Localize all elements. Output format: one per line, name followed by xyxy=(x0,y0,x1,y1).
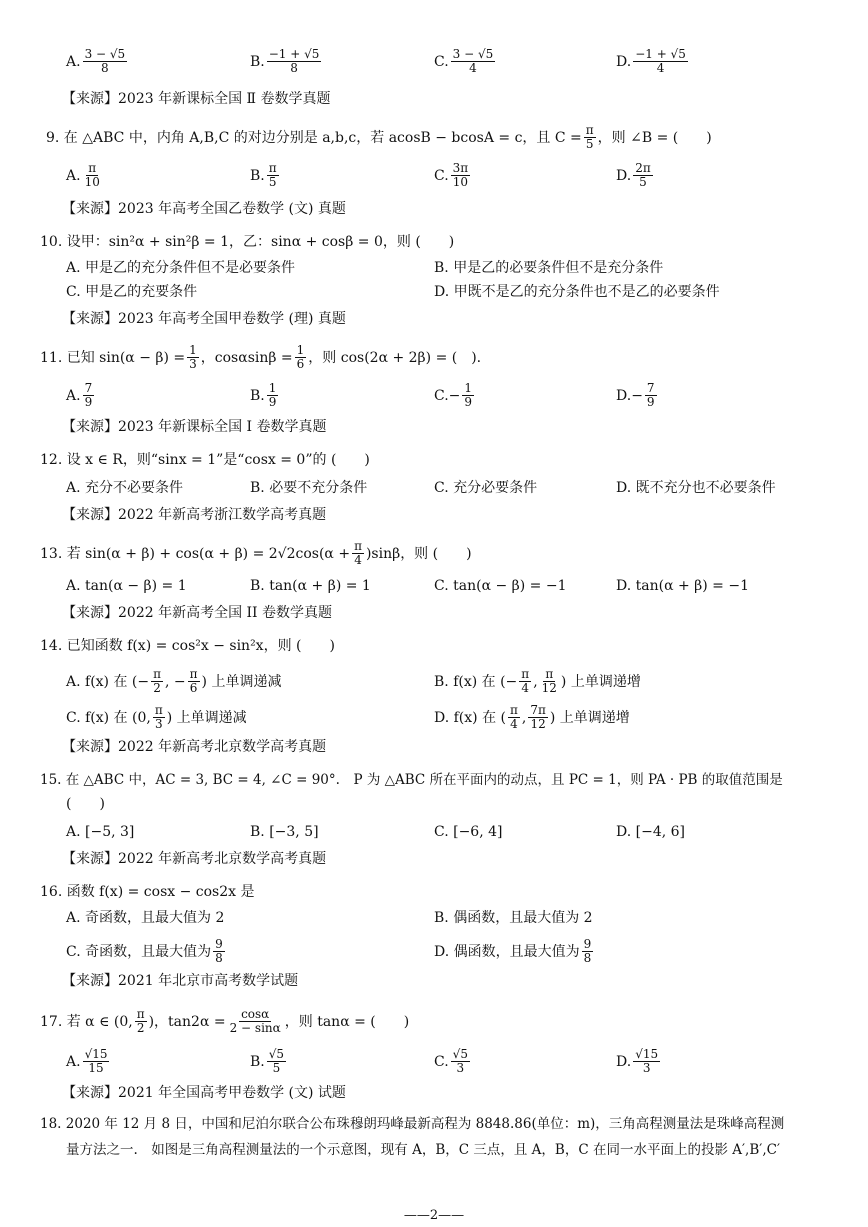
q14-stem: 14. 已知函数 f(x) = cos²x − sin²x，则 ( ) xyxy=(40,638,335,654)
q13-option-a[interactable]: A. tan(α − β) = 1 xyxy=(66,578,187,594)
q11-option-b[interactable]: B. $\frac{1}{9}$ xyxy=(250,381,277,409)
q8-option-a[interactable]: A. $\frac{3 - √5}{8}$ xyxy=(66,47,126,75)
q13-stem: 13. 若 sin(α + β) + cos(α + β) = 2√2cos(α + $\frac{\pi}{4}$ )sinβ，则 ( ) xyxy=(40,539,472,567)
q17-source: 【来源】2021 年全国高考甲卷数学 (文) 试题 xyxy=(62,1085,346,1101)
q9-option-d[interactable]: D. $\frac{2\pi}{5}$ xyxy=(616,161,651,189)
q13-source: 【来源】2022 年新高考全国 II 卷数学真题 xyxy=(62,605,333,621)
q15-option-b[interactable]: B. [−3, 5] xyxy=(250,824,319,840)
q10-option-c[interactable]: C. 甲是乙的充要条件 xyxy=(66,284,198,300)
q12-option-a[interactable]: A. 充分不必要条件 xyxy=(66,480,184,496)
q9-option-c[interactable]: C. $\frac{3\pi}{10}$ xyxy=(434,161,469,189)
q12-option-b[interactable]: B. 必要不充分条件 xyxy=(250,480,368,496)
q17-option-b[interactable]: B. $\frac{√5}{5}$ xyxy=(250,1047,285,1075)
q17-option-d[interactable]: D. $\frac{√15}{3}$ xyxy=(616,1047,659,1075)
q10-option-d[interactable]: D. 甲既不是乙的充分条件也不是乙的必要条件 xyxy=(434,284,720,300)
q10-option-b[interactable]: B. 甲是乙的必要条件但不是充分条件 xyxy=(434,260,664,276)
q16-stem: 16. 函数 f(x) = cosx − cos2x 是 xyxy=(40,884,255,900)
q18-stem-line1: 18. 2020 年 12 月 8 日，中国和尼泊尔联合公布珠穆朗玛峰最新高程为 8848.86(单位：m)，三角高程测量法是珠峰高程测 xyxy=(40,1116,785,1132)
q9-source: 【来源】2023 年高考全国乙卷数学 (文) 真题 xyxy=(62,201,346,217)
q12-option-d[interactable]: D. 既不充分也不必要条件 xyxy=(616,480,776,496)
q14-option-c[interactable]: C. f(x) 在 (0, $\frac{\pi}{3}$ ) 上单调递减 xyxy=(66,703,247,731)
q18-stem-line2: 量方法之一. 如图是三角高程测量法的一个示意图，现有 A，B，C 三点，且 A，B，C 在同一水平面上的投影 A′,B′,C′ xyxy=(66,1142,781,1158)
q16-option-c[interactable]: C. 奇函数，且最大值为 $\frac{9}{8}$ xyxy=(66,937,223,965)
q15-source: 【来源】2022 年新高考北京数学高考真题 xyxy=(62,851,327,867)
page-number: ——2—— xyxy=(403,1208,465,1223)
q14-option-d[interactable]: D. f(x) 在 ( $\frac{\pi}{4}$ , $\frac{7\pi}{12}$ ) 上单调递增 xyxy=(434,703,630,731)
q8-option-d[interactable]: D. $\frac{-1 + √5}{4}$ xyxy=(616,47,686,75)
q16-option-d[interactable]: D. 偶函数，且最大值为 $\frac{9}{8}$ xyxy=(434,937,592,965)
q17-option-c[interactable]: C. $\frac{√5}{3}$ xyxy=(434,1047,468,1075)
q15-option-c[interactable]: C. [−6, 4] xyxy=(434,824,503,840)
q12-option-c[interactable]: C. 充分必要条件 xyxy=(434,480,538,496)
q9-stem: 9. 在 △ABC 中，内角 A,B,C 的对边分别是 a,b,c，若 acosB − bcosA = c，且 C = $\frac{\pi}{5}$ ，则 ∠B = ( ) xyxy=(46,123,712,151)
q14-option-b[interactable]: B. f(x) 在 (− $\frac{\pi}{4}$ , $\frac{\pi}{12}$ ) 上单调递增 xyxy=(434,667,641,695)
q16-option-b[interactable]: B. 偶函数，且最大值为 2 xyxy=(434,910,593,926)
q10-source: 【来源】2023 年高考全国甲卷数学 (理) 真题 xyxy=(62,311,346,327)
q10-stem: 10. 设甲：sin²α + sin²β = 1，乙：sinα + cosβ = 0，则 ( ) xyxy=(40,234,455,250)
q11-option-a[interactable]: A. $\frac{7}{9}$ xyxy=(66,381,93,409)
q8-option-c[interactable]: C. $\frac{3 - √5}{4}$ xyxy=(434,47,494,75)
q13-option-c[interactable]: C. tan(α − β) = −1 xyxy=(434,578,567,594)
q16-option-a[interactable]: A. 奇函数，且最大值为 2 xyxy=(66,910,225,926)
q14-option-a[interactable]: A. f(x) 在 (− $\frac{\pi}{2}$ , − $\frac{\pi}{6}$ ) 上单调递减 xyxy=(66,667,282,695)
q13-option-d[interactable]: D. tan(α + β) = −1 xyxy=(616,578,749,594)
q8-source: 【来源】2023 年新课标全国 Ⅱ 卷数学真题 xyxy=(62,91,331,107)
q15-stem-line2: ( ) xyxy=(66,796,105,812)
q15-option-d[interactable]: D. [−4, 6] xyxy=(616,824,685,840)
q14-source: 【来源】2022 年新高考北京数学高考真题 xyxy=(62,739,327,755)
q15-stem-line1: 15. 在 △ABC 中，AC = 3, BC = 4, ∠C = 90°. P 为 △ABC 所在平面内的动点，且 PC = 1，则 PA · PB 的取值范围是 xyxy=(40,772,783,788)
q11-option-d[interactable]: D. − $\frac{7}{9}$ xyxy=(616,381,655,409)
q11-source: 【来源】2023 年新课标全国 Ⅰ 卷数学真题 xyxy=(62,419,327,435)
q8-option-b[interactable]: B. $\frac{-1 + √5}{8}$ xyxy=(250,47,320,75)
q11-option-c[interactable]: C. − $\frac{1}{9}$ xyxy=(434,381,473,409)
q16-source: 【来源】2021 年北京市高考数学试题 xyxy=(62,973,299,989)
q10-option-a[interactable]: A. 甲是乙的充分条件但不是必要条件 xyxy=(66,260,296,276)
q17-option-a[interactable]: A. $\frac{√15}{15}$ xyxy=(66,1047,108,1075)
q12-source: 【来源】2022 年新高考浙江数学高考真题 xyxy=(62,507,327,523)
q9-option-a[interactable]: A. $\frac{\pi}{10}$ xyxy=(66,161,100,189)
q15-option-a[interactable]: A. [−5, 3] xyxy=(66,824,135,840)
q13-option-b[interactable]: B. tan(α + β) = 1 xyxy=(250,578,371,594)
q12-stem: 12. 设 x ∈ R，则“sinx = 1”是“cosx = 0”的 ( ) xyxy=(40,452,370,468)
q17-stem: 17. 若 α ∈ (0, $\frac{\pi}{2}$ )，tan2α = $\frac{\cos\alpha}{2 - \sin\alpha}$ ，则 tanα = ( ) xyxy=(40,1007,410,1035)
q9-option-b[interactable]: B. $\frac{\pi}{5}$ xyxy=(250,161,277,189)
q11-stem: 11. 已知 sin(α − β) = $\frac{1}{3}$ ，cosαsinβ = $\frac{1}{6}$ ，则 cos(2α + 2β) = ( ). xyxy=(40,343,482,371)
